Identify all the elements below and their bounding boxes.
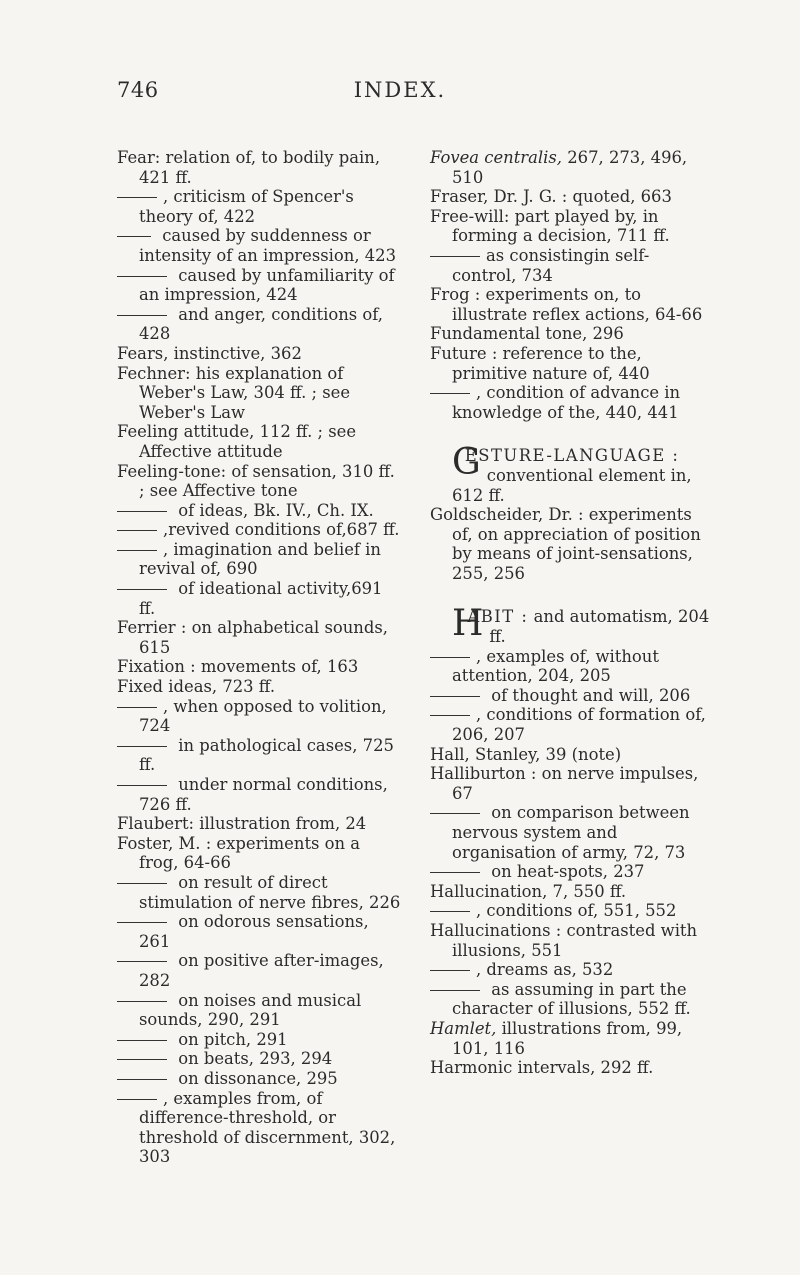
index-entry [117,187,402,226]
index-entry [117,1049,402,1069]
index-entry [430,901,713,921]
index-entry [430,187,713,207]
index-entry [430,148,713,187]
entry-text: conventional element in, 612 ff. [452,465,692,505]
entry-text: Hall, Stanley, 39 (note) [430,744,622,764]
index-entry [117,912,402,951]
index-entry [430,505,713,583]
entry-text: Fixation : movements of, 163 [117,657,359,677]
entry-text: in pathological cases, 725 ff. [139,735,394,775]
entry-text: caused by unfamiliarity of an impression, 424 [139,265,395,305]
ditto-dash [117,707,157,708]
entry-italic: Fovea centralis, [430,148,563,167]
index-entry [117,834,402,873]
entry-text: , criticism of Spencer's theory of, 422 [139,187,354,226]
entry-text: Ferrier : on alphabetical sounds, 615 [117,618,388,657]
entry-text: Hallucinations : contrasted with illusions, 551 [430,920,698,960]
ditto-dash [430,872,480,873]
entry-text: under normal conditions, 726 ff. [139,775,388,814]
index-entry [117,501,402,521]
section-letter: G [452,442,481,484]
index-entry [117,364,402,423]
entry-text: Hallucination, 7, 550 ff. [430,881,627,901]
index-entry [430,882,713,902]
entry-text: Future : reference to the, primitive nature of, 440 [430,343,650,383]
entry-text: , conditions of formation of, 206, 207 [452,705,706,745]
index-entry [430,921,713,960]
index-entry [117,344,402,364]
entry-text: as assuming in part the character of illusions, 552 ff. [452,979,691,1019]
section-g-entry [430,442,713,505]
page-title: INDEX. [353,78,447,102]
ditto-dash [117,530,157,531]
ditto-dash [430,393,470,394]
index-entry [117,148,402,187]
entry-text: of ideational activity,691 ff. [139,579,383,618]
entry-text: on result of direct stimulation of nerve fibres, 226 [139,872,401,912]
index-entry [430,803,713,862]
ditto-dash [117,236,151,237]
ditto-dash [117,1099,157,1100]
index-entry [430,1019,713,1058]
entry-text: Fraser, Dr. J. G. : quoted, 663 [430,187,672,207]
ditto-dash [430,813,480,814]
entry-text: Feeling attitude, 112 ff. ; see Affective attitude [117,422,357,461]
entry-text: illustrations from, 99, 101, 116 [452,1018,683,1058]
entry-text: Fixed ideas, 723 ff. [117,677,276,697]
entry-text: Fears, instinctive, 362 [117,343,302,363]
index-entry [117,1069,402,1089]
ditto-dash [430,970,470,971]
entry-text: Fear: relation of, to bodily pain, 421 ff. [117,148,381,187]
ditto-dash [117,315,167,316]
ditto-dash [430,696,480,697]
ditto-dash [430,911,470,912]
entry-text: on comparison between nervous system and organisation of army, 72, 73 [452,803,690,862]
entry-text: , when opposed to volition, 724 [139,696,387,736]
entry-text: Frog : experiments on, to illustrate reflex actions, 64-66 [430,285,703,324]
index-entry [430,745,713,765]
index-entry [117,814,402,834]
entry-text: on dissonance, 295 [173,1068,338,1088]
index-entry [430,383,713,422]
ditto-dash [117,589,167,590]
ditto-dash [117,746,167,747]
index-entry [117,991,402,1030]
index-entry [117,951,402,990]
entry-text: on noises and musical sounds, 290, 291 [139,990,362,1030]
index-entry [117,579,402,618]
index-entry [430,344,713,383]
index-entry [117,657,402,677]
ditto-dash [117,197,157,198]
entry-text: Fundamental tone, 296 [430,324,624,344]
ditto-dash [430,256,480,257]
index-entry [117,873,402,912]
entry-text: on beats, 293, 294 [173,1049,333,1069]
entry-text: , imagination and belief in revival of, 690 [139,539,381,579]
entry-text: as consistingin self-control, 734 [452,245,650,285]
entry-text: ,revived conditions of,687 ff. [163,520,400,540]
right-column [430,148,713,1078]
entry-text: , conditions of, 551, 552 [476,901,677,921]
index-entry [117,618,402,657]
section-letter: H [452,603,484,645]
ditto-dash [430,715,470,716]
ditto-dash [430,990,480,991]
index-entry [117,520,402,540]
index-entry [430,207,713,246]
entry-text: on heat-spots, 237 [486,862,645,882]
entry-italic: Hamlet, [430,1018,497,1038]
index-entry [430,686,713,706]
index-entry [430,647,713,686]
entry-text: on positive after-images, 282 [139,951,384,990]
ditto-dash [117,276,167,277]
index-entry [117,697,402,736]
ditto-dash [117,1040,167,1041]
entry-text: on odorous sensations, 261 [139,912,369,951]
ditto-dash [117,785,167,786]
entry-text: 267, 273, 496, 510 [452,148,688,187]
index-entry [117,677,402,697]
section-heading: ABIT : [467,607,529,627]
index-entry [117,305,402,344]
index-entry [430,285,713,324]
index-entry [117,422,402,461]
entry-text: Halliburton : on nerve impulses, 67 [430,764,699,803]
index-entry [117,775,402,814]
page-header [0,78,800,112]
index-entry [117,1089,402,1167]
entry-text: , examples of, without attention, 204, 205 [452,646,659,686]
section-h-entry [430,603,713,647]
ditto-dash [430,657,470,658]
index-entry [117,540,402,579]
entry-text: Foster, M. : experiments on a frog, 64-66 [117,833,361,873]
entry-text: Goldscheider, Dr. : experiments of, on appreciation of position by means of joint-sensations, 255, 256 [430,505,701,583]
index-entry [430,324,713,344]
entry-text: on pitch, 291 [173,1029,288,1049]
ditto-dash [117,550,157,551]
section-heading: ESTURE-LANGUAGE : [464,446,680,466]
page-number: 746 [117,78,159,102]
entry-text: Feeling-tone: of sensation, 310 ff. ; see Affective tone [117,461,395,501]
entry-text: of ideas, Bk. IV., Ch. IX. [173,500,374,520]
ditto-dash [117,1079,167,1080]
ditto-dash [117,511,167,512]
index-entry [430,764,713,803]
entry-text: Flaubert: illustration from, 24 [117,814,367,834]
entry-text: and anger, conditions of, 428 [139,304,383,344]
index-entry [430,1058,713,1078]
entry-text: caused by suddenness or intensity of an impression, 423 [139,226,397,265]
ditto-dash [117,961,167,962]
ditto-dash [117,883,167,884]
entry-text: , condition of advance in knowledge of the, 440, 441 [452,383,681,422]
left-column [117,148,402,1167]
entry-text: Harmonic intervals, 292 ff. [430,1058,654,1078]
index-entry [430,246,713,285]
entry-text: , examples from, of difference-threshold, or threshold of discernment, 302, 303 [139,1088,396,1167]
index-entry [117,266,402,305]
index-entry [430,980,713,1019]
index-entry [117,736,402,775]
entry-text: Free-will: part played by, in forming a decision, 711 ff. [430,206,670,246]
entry-text: Fechner: his explanation of Weber's Law, 304 ff. ; see Weber's Law [117,363,351,422]
index-entry [430,960,713,980]
ditto-dash [117,1001,167,1002]
index-entry [430,705,713,744]
index-entry [430,862,713,882]
entry-text: and automatism, 204 ff. [489,607,710,647]
index-entry [117,1030,402,1050]
ditto-dash [117,922,167,923]
index-entry [117,226,402,265]
index-entry [117,462,402,501]
ditto-dash [117,1059,167,1060]
entry-text: of thought and will, 206 [486,685,691,705]
entry-text: , dreams as, 532 [476,960,614,980]
